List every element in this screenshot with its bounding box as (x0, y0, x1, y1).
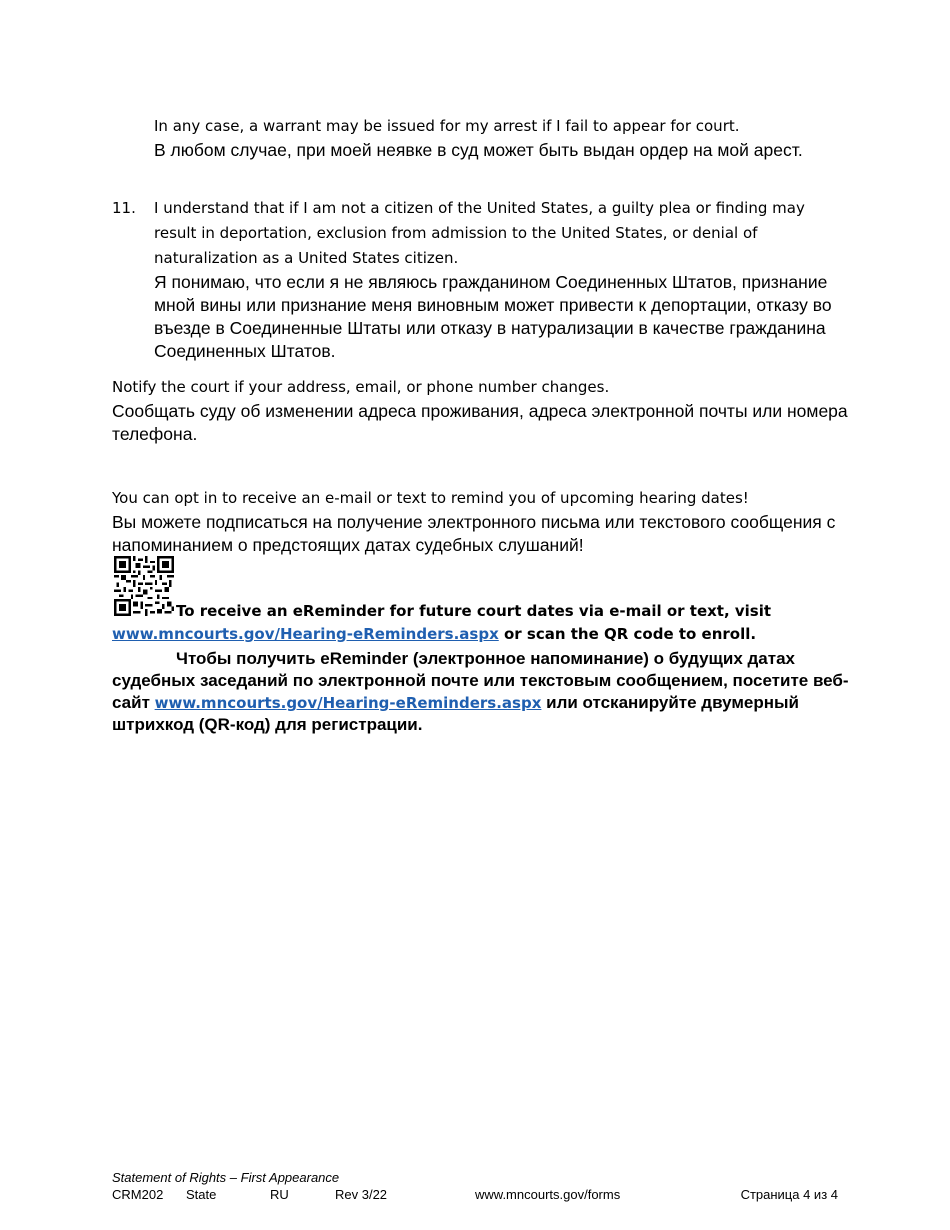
footer-row (112, 1186, 852, 1203)
ereminder-ru-after: или отсканируйте двумерный штрихкод (QR-код) для регистрации. (112, 693, 800, 734)
notify-paragraph (112, 375, 872, 446)
ereminder-block (112, 600, 852, 736)
ereminder-text-en (112, 600, 852, 646)
optin-text-ru: Вы можете подписаться на получение электронного письма или текстового сообщения с напоминанием о предстоящих датах судебных слушаний! (112, 512, 836, 555)
footer-title: Statement of Rights – First Appearance (112, 1170, 340, 1185)
citizenship-text-ru: Я понимаю, что если я не являюсь гражданином Соединенных Штатов, признание мной вины или признание меня виновным может привести к депортации, отказу во въезде в Соединенные Штаты или отказу в натурализации в качестве гражданина Соединенных Штатов. (154, 272, 832, 361)
warrant-text-en: In any case, a warrant may be issued for my arrest if I fail to appear for court. (154, 117, 740, 135)
citizenship-text-en: I understand that if I am not a citizen of the United States, a guilty plea or finding may result in deportation, exclusion from admission to the United States, or denial of naturalization as a United States citizen. (154, 199, 805, 267)
ereminder-text-ru (112, 648, 852, 736)
optin-text-en: You can opt in to receive an e-mail or text to remind you of upcoming hearing dates! (112, 489, 749, 507)
footer-language: RU (270, 1187, 289, 1202)
page-footer (112, 1169, 852, 1203)
footer-url[interactable]: www.mncourts.gov/forms (475, 1187, 621, 1202)
warrant-text-ru: В любом случае, при моей неявке в суд может быть выдан ордер на мой арест. (154, 140, 803, 160)
ereminder-en-after: or scan the QR code to enroll. (498, 625, 757, 643)
warrant-paragraph (154, 114, 854, 162)
notify-text-ru: Сообщать суду об изменении адреса проживания, адреса электронной почты или номера телефона. (112, 401, 848, 444)
footer-page-number: Страница 4 из 4 (740, 1187, 838, 1202)
list-item-11 (112, 196, 852, 363)
footer-state: State (186, 1187, 217, 1202)
notify-text-en: Notify the court if your address, email, or phone number changes. (112, 378, 610, 396)
footer-form-number: CRM202 (112, 1187, 164, 1202)
ereminder-link-en[interactable]: www.mncourts.gov/Hearing-eReminders.aspx (112, 625, 499, 643)
footer-revision: Rev 3/22 (335, 1187, 388, 1202)
optin-paragraph (112, 486, 872, 557)
list-item-number: 11. (112, 199, 136, 217)
ereminder-en-before: To receive an eReminder for future court dates via e-mail or text, visit (176, 602, 772, 620)
ereminder-ru-before: Чтобы получить eReminder (электронное напоминание) о будущих датах судебных заседаний по электронной почте или текстовым сообщением, посетите веб-сайт (112, 649, 849, 712)
ereminder-link-ru[interactable]: www.mncourts.gov/Hearing-eReminders.aspx (154, 694, 542, 712)
